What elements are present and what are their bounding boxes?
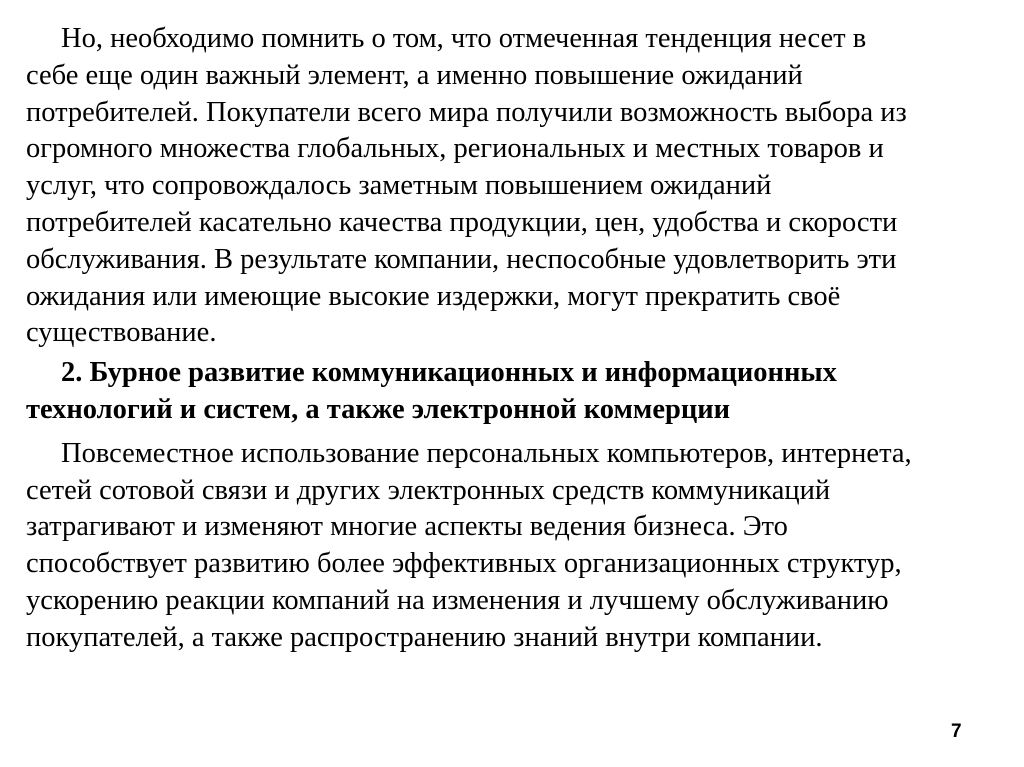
paragraph-ict-development: [26, 436, 1006, 657]
text-line: себе еще один важный элемент, а именно повышение ожиданий: [26, 59, 803, 91]
text-line: ожидания или имеющие высокие издержки, могут прекратить своё: [26, 280, 841, 312]
text-line: потребителей касательно качества продукции, цен, удобства и скорости: [26, 206, 898, 238]
heading-line: 2. Бурное развитие коммуникационных и информационных: [61, 357, 837, 389]
text-line: сетей сотовой связи и других электронных средств коммуникаций: [26, 474, 831, 506]
heading-line: технологий и систем, а также электронной коммерции: [26, 393, 731, 425]
text-line: услуг, что сопровождалось заметным повышением ожиданий: [26, 170, 772, 202]
text-line: способствует развитию более эффективных организационных структур,: [26, 548, 902, 580]
page-number: 7: [951, 721, 962, 742]
text-line: затрагивают и изменяют многие аспекты ведения бизнеса. Это: [26, 511, 788, 543]
text-line: существование.: [26, 317, 217, 349]
text-line: потребителей. Покупатели всего мира получили возможность выбора из: [26, 96, 907, 128]
text-line: Но, необходимо помнить о том, что отмеченная тенденция несет в: [61, 23, 867, 54]
text-line: покупателей, а также распространению знаний внутри компании.: [26, 621, 823, 653]
text-content: [26, 21, 1006, 660]
text-line: огромного множества глобальных, региональных и местных товаров и: [26, 133, 884, 165]
text-line: ускорению реакции компаний на изменения и лучшему обслуживанию: [26, 584, 889, 616]
section-heading: [26, 355, 1006, 429]
text-line: Повсеместное использование персональных компьютеров, интернета,: [61, 437, 912, 469]
paragraph-consumer-expectations: [26, 21, 1006, 352]
text-line: обслуживания. В результате компании, неспособные удовлетворить эти: [26, 243, 897, 275]
